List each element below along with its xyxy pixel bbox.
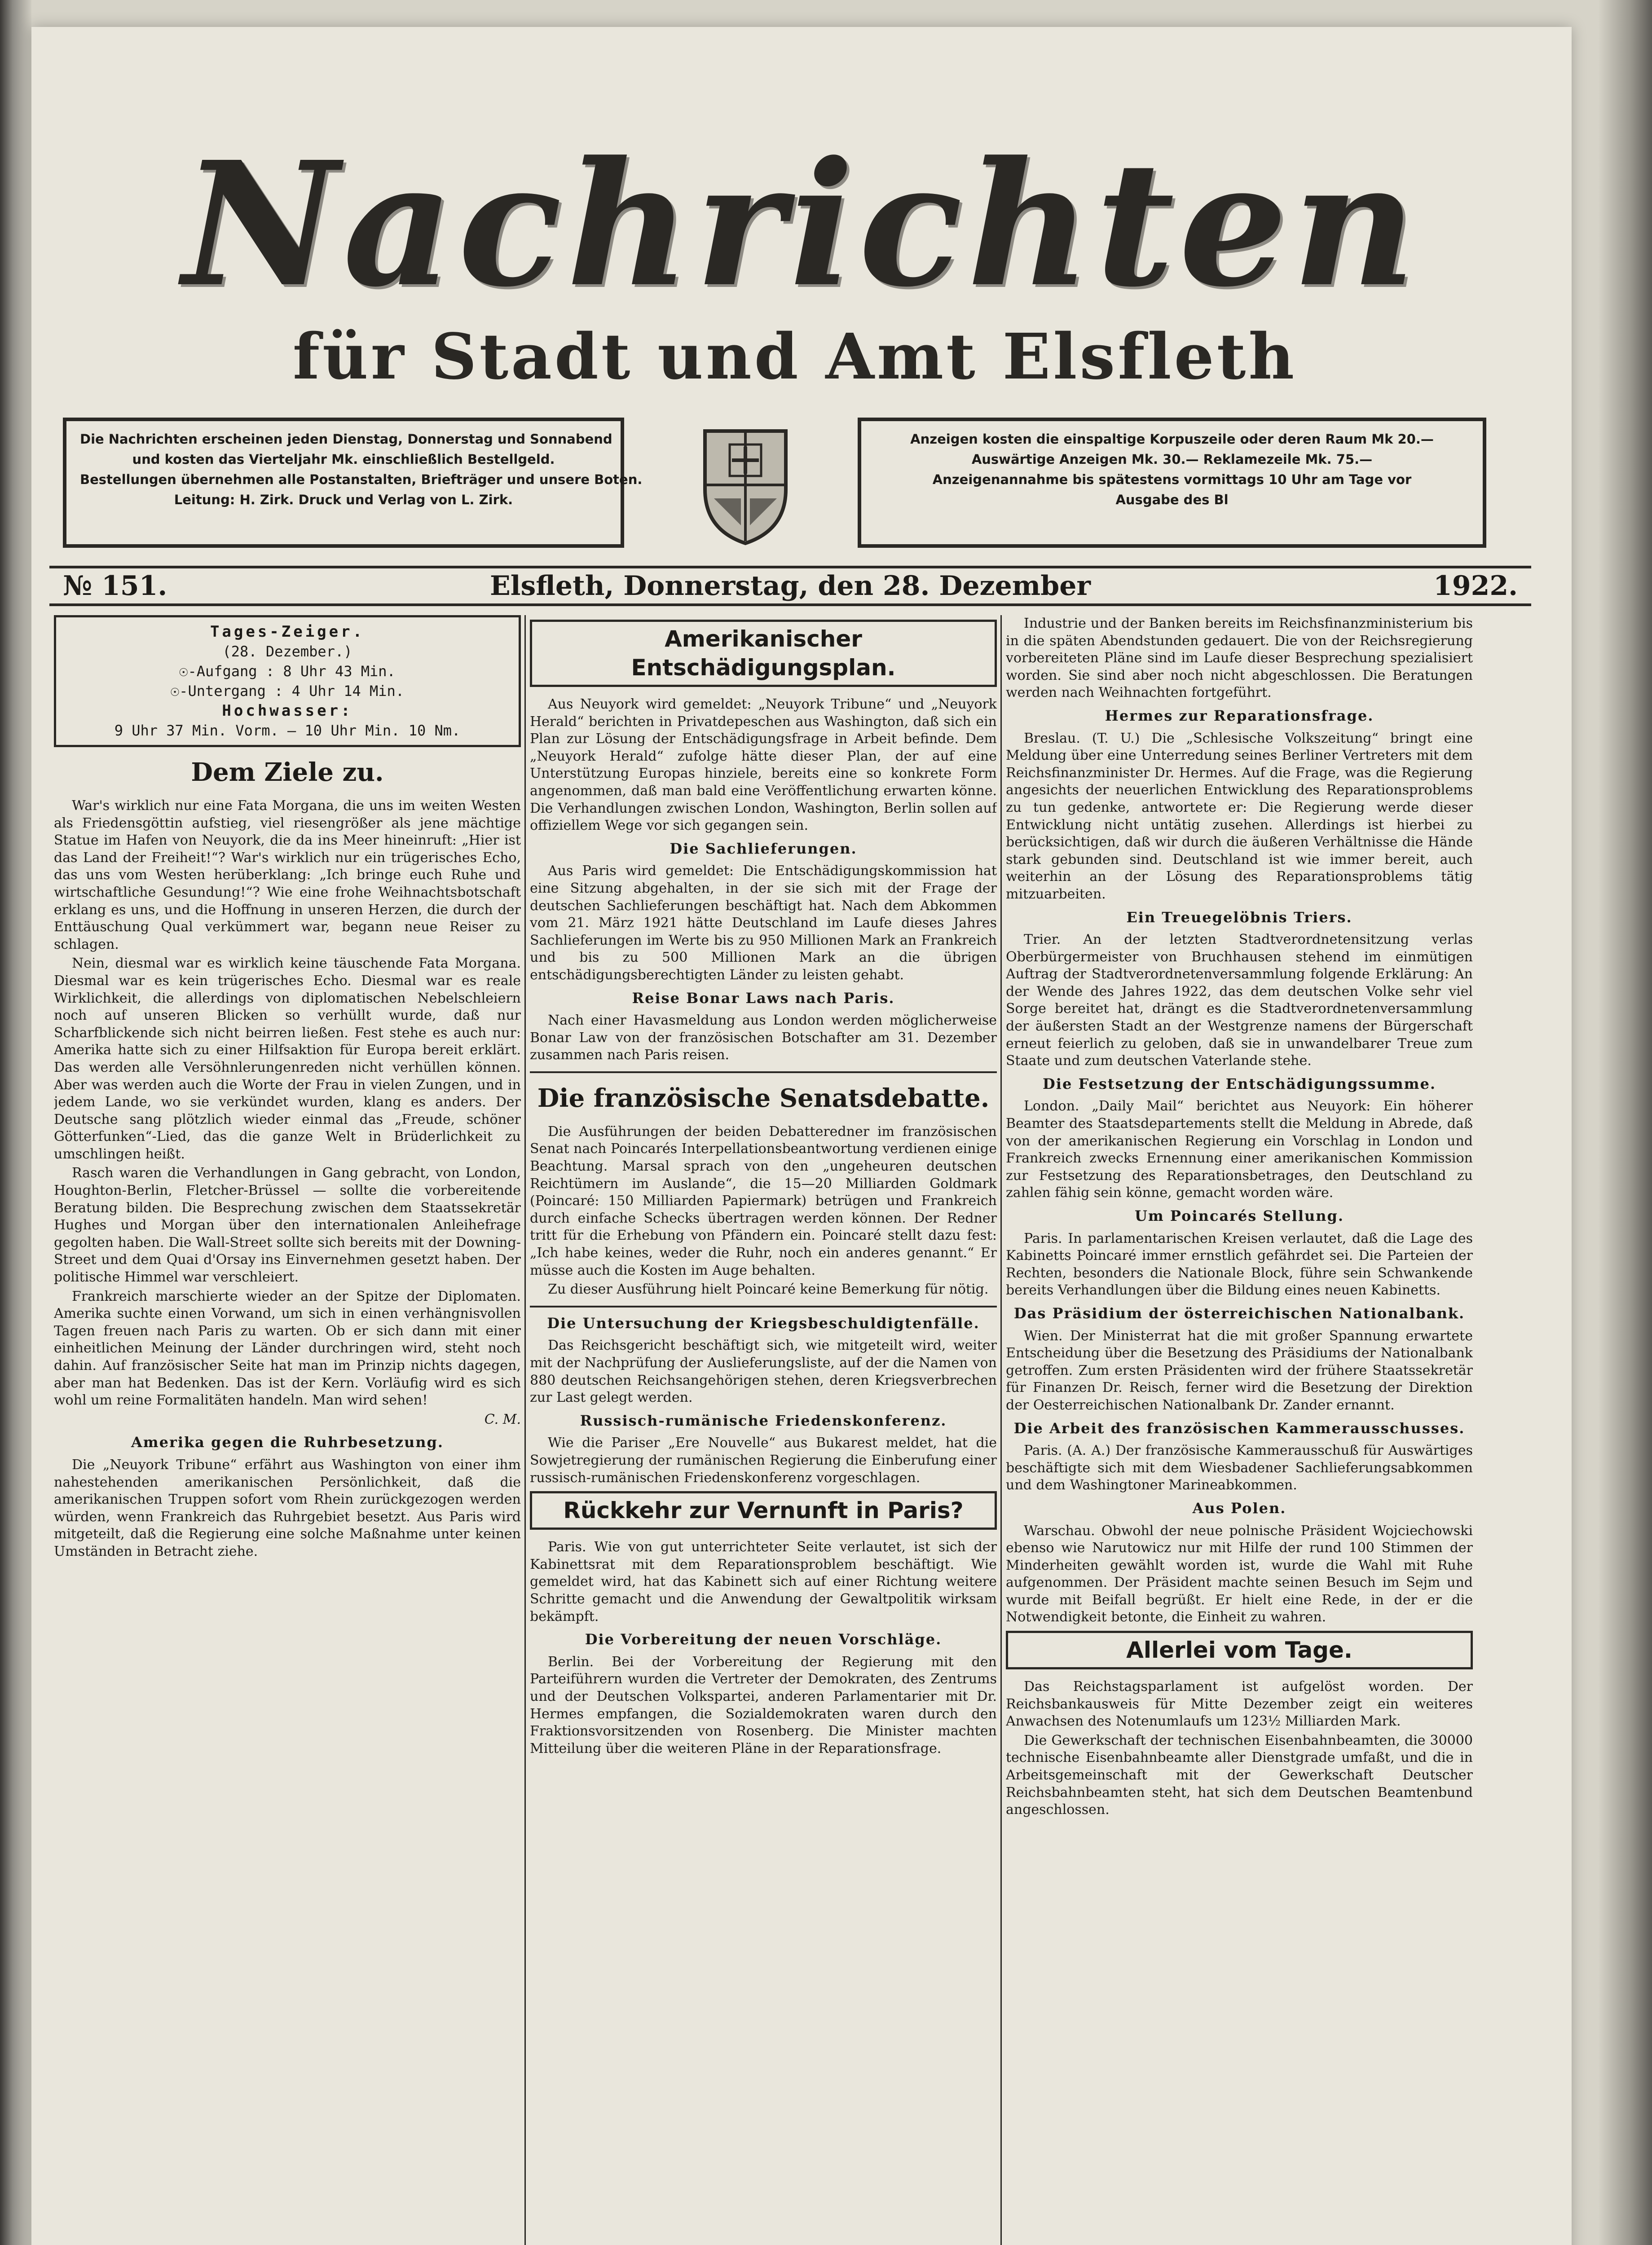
article-paragraph: Wien. Der Ministerrat hat die mit großer Spannung erwartete Entscheidung über die Besetzung des Präsidiums der Nationalbank getroffen. Zum ersten Präsidenten wird der frühere Staatssekretär für Finanzen Dr. Reisch, ferner wird die Besetzung der Direktion der Oesterreichischen Nationalbank Dr. Zander ernannt. — [1006, 1328, 1473, 1413]
info-right-line-4: Ausgabe des Bl — [1115, 492, 1229, 507]
scan-edge-left — [0, 0, 31, 2245]
article-heading: Dem Ziele zu. — [191, 757, 384, 787]
sunrise-time: ☉-Aufgang : 8 Uhr 43 Min. — [179, 663, 396, 680]
article-paragraph: Nein, diesmal war es wirklich keine täuschende Fata Morgana. Diesmal war es kein trügerisches Echo. Diesmal war es reale Wirklichkeit, die allerdings von diplomatischen Nebelschleiern noch auf unseren Blicken so verhüllt wurde, daß nur Scharfblickende sich nicht beirren ließen. Fest stehe es auch nur: Amerika hatte sich zu einer Hilfsaktion für Europa bereit erklärt. Das werden alle Versöhnlerungenreden nicht verhüllen können. Aber was werden auch die Worte der Frau in vielen Zungen, und in jedem Lande, wo sie verkündet wurden, klang es anders. Der Deutsche sang plötzlich wieder einmal das „Freude, schöner Götterfunken“-Lied, das die ganze Welt in Brüderlichkeit zu umschlingen heißt. — [54, 955, 521, 1162]
article-paragraph: Warschau. Obwohl der neue polnische Präsident Wojciechowski ebenso wie Narutowicz nur mit Hilfe der rund 100 Stimmen der Minderheiten gewählt worden ist, wurde die Wahl mit Ruhe aufgenommen. Der Präsident machte seinen Besuch im Sejm und wurde mit Beifall begrüßt. Er hielt eine Rede, in der er die Notwendigkeit betonte, die Einheit zu wahren. — [1006, 1523, 1473, 1625]
article-subheading: Die Untersuchung der Kriegsbeschuldigtenfälle. — [547, 1314, 980, 1332]
article-subheading: Die Vorbereitung der neuen Vorschläge. — [585, 1631, 942, 1648]
place-and-date: Elsfleth, Donnerstag, den 28. Dezember — [490, 570, 1091, 602]
column-3 — [1006, 615, 1473, 2245]
info-left-line-4: Leitung: H. Zirk. Druck und Verlag von L. Zirk. — [174, 492, 513, 507]
article-heading: Rückkehr zur Vernunft in Paris? — [530, 1491, 997, 1530]
article-paragraph: Aus Neuyork wird gemeldet: „Neuyork Tribune“ und „Neuyork Herald“ berichten in Privatdepeschen aus Washington, daß sich ein Plan zur Lösung der Entschädigungsfrage in Arbeit befinde. Dem „Neuyork Herald“ zufolge hätte dieser Plan, der auf eine Unterstützung Europas hinziele, bereits eine so konkrete Form angenommen, daß man bald eine Veröffentlichung erwarten könne. Die Verhandlungen zwischen London, Washington, Berlin sollen auf offiziellem Wege vor sich gegangen sein. — [530, 696, 997, 834]
info-right-line-3: Anzeigenannahme bis spätestens vormittags 10 Uhr am Tage vor — [932, 472, 1412, 487]
article-paragraph: Das Reichsgericht beschäftigt sich, wie mitgeteilt wird, weiter mit der Nachprüfung der Auslieferungsliste, auf der die Namen von 880 deutschen Reichsangehörigen stehen, deren Kriegsverbrechen zur Last gelegt werden. — [530, 1338, 997, 1406]
advertising-info-box — [858, 418, 1486, 548]
article-paragraph: Berlin. Bei der Vorbereitung der Regierung mit den Parteiführern wurden die Vertreter der Demokraten, des Zentrums und der Deutschen Volkspartei, anderen Parlamentarier mit Dr. Hermes empfangen, die Sozialdemokraten waren durch den Fraktionsvorsitzenden von Rosenberg. Die Minister machten Mitteilung über die weiteren Pläne in der Reparationsfrage. — [530, 1654, 997, 1756]
issue-number: № 151. — [63, 570, 167, 602]
info-left-line-1: Die Nachrichten erscheinen jeden Dienstag, Donnerstag und Sonnabend — [80, 431, 612, 447]
article-subheading: Aus Polen. — [1192, 1499, 1286, 1517]
info-left-line-2: und kosten das Vierteljahr Mk. einschließlich Bestellgeld. — [132, 452, 555, 467]
article-paragraph: Industrie und der Banken bereits im Reichsfinanzministerium bis in die späten Abendstunden gedauert. Die von der Reichsregierung vorbereiteten Pläne sind im Laufe dieser Besprechung spezialisiert worden. Sie sind aber noch nicht abgeschlossen. Die Beratungen werden nach Weihnachten fortgeführt. — [1006, 616, 1473, 701]
article-paragraph: Nach einer Havasmeldung aus London werden möglicherweise Bonar Law von der französischen Botschafter am 31. Dezember zusammen nach Paris reisen. — [530, 1012, 997, 1063]
article-paragraph: Rasch waren die Verhandlungen in Gang gebracht, von London, Houghton-Berlin, Fletcher-Brüssel — sollte die vorbereitende Beratung bilden. Die Besprechung zwischen dem Staatssekretär Hughes und Morgan über den internationalen Anleihefrage gegolten haben. Die Wall-Street sollte sich bereits mit der Downing-Street und dem Quai d'Orsay ins Einvernehmen gesetzt haben. Der politische Himmel war verschleiert. — [54, 1165, 521, 1285]
article-paragraph: Die Ausführungen der beiden Debatteredner im französischen Senat nach Poincarés Interpellationsbeantwortung verdienen einige Beachtung. Marsal sprach von den „ungeheuren deutschen Reichtümern im Auslande“, die 15—20 Milliarden Goldmark (Poincaré: 150 Milliarden Papiermark) betrügen und Frankreich durch einfache Schecks übertragen werden können. Der Redner tritt für die Erhebung von Pfändern ein. Poincaré stellt dazu fest: „Ich habe keines, weder die Ruhr, noch ein anderes genannt.“ Er müsse auch die Kosten im Auge behalten. — [530, 1123, 997, 1278]
article-paragraph: Das Reichstagsparlament ist aufgelöst worden. Der Reichsbankausweis für Mitte Dezember zeigt ein weiteres Anwachsen des Notenumlaufs um 123½ Milliarden Mark. — [1006, 1679, 1473, 1730]
article-paragraph: Zu dieser Ausführung hielt Poincaré keine Bemerkung für nötig. — [548, 1281, 989, 1298]
article-paragraph: Paris. In parlamentarischen Kreisen verlautet, daß die Lage des Kabinetts Poincaré immer ernstlich gefährdet sei. Die Parteien der Rechten, besonders die Nationale Block, führe sein Schwankende bereits Verhandlungen über die Bildung eines neuen Kabinetts. — [1006, 1230, 1473, 1299]
tide-times: 9 Uhr 37 Min. Vorm. — 10 Uhr Min. 10 Nm. — [114, 722, 461, 739]
article-paragraph: Breslau. (T. U.) Die „Schlesische Volkszeitung“ bringt eine Meldung über eine Unterredung seines Berliner Vertreters mit dem Reichsfinanzminister Dr. Hermes. Auf die Frage, was die Regierung angesichts der neuerlichen Entwicklung des Reparationsproblems zu tun gedenke, antwortete er: Die Regierung werde dieser Entwicklung nicht untätig zusehen. Allerdings ist hierbei zu berücksichtigen, daß wir durch die äußeren Verhältnisse die Hände stark gebunden sind. Deutschland ist wie immer bereit, auch weiterhin an der Lösung des Reparationsproblems tätig mitzuarbeiten. — [1006, 730, 1473, 902]
issue-year: 1922. — [1433, 570, 1518, 602]
article-paragraph: War's wirklich nur eine Fata Morgana, die uns im weiten Westen als Friedensgöttin aufstieg, viel riesengrößer als jene mächtige Statue im Hafen von Neuyork, die da ins Meer hineinruft: „Hier ist das Land der Freiheit!“? War's wirklich nur ein trügerisches Echo, das uns vom Westen herüberklang: „Ich bringe euch Ruhe und wirtschaftliche Gesundung!“? Wie eine frohe Weihnachtsbotschaft erklang es uns, und die Hoffnung in unseren Herzen, die durch der Enttäuschung Qual verkümmert war, begann neue Reiser zu schlagen. — [54, 798, 521, 952]
article-subheading: Um Poincarés Stellung. — [1134, 1207, 1344, 1224]
article-heading: Amerikanischer Entschädigungsplan. — [530, 620, 997, 687]
article-paragraph: Paris. (A. A.) Der französische Kammerausschuß für Auswärtiges beschäftigte sich mit dem Wiesbadener Sachlieferungsabkommen und dem Washingtoner Marineabkommen. — [1006, 1443, 1473, 1493]
article-paragraph: Die „Neuyork Tribune“ erfährt aus Washington von einer ihm nahestehenden amerikanischen Persönlichkeit, daß die amerikanischen Truppen sofort vom Rhein zurückgezogen werden würden, wenn Frankreich das Ruhrgebiet besetzt. Aus Paris wird mitgeteilt, daß die Regierung eine solche Maßnahme unter keinen Umständen in Betracht ziehe. — [54, 1457, 521, 1559]
masthead-subtitle: für Stadt und Amt Elsfleth — [292, 320, 1297, 394]
scan-edge-right — [1598, 0, 1652, 2245]
article-paragraph: Die Gewerkschaft der technischen Eisenbahnbeamten, die 30000 technische Eisenbahnbeamte aller Dienstgrade umfaßt, und die in Arbeitsgemeinschaft mit der Gewerkschaft Deutscher Reichsbahnbeamten steht, hat sich dem Deutschen Beamtenbund angeschlossen. — [1006, 1732, 1473, 1818]
article-heading: Allerlei vom Tage. — [1006, 1631, 1473, 1669]
subscription-info-box — [63, 418, 643, 548]
article-paragraph: Paris. Wie von gut unterrichteter Seite verlautet, ist sich der Kabinettsrat mit dem Reparationsproblem beschäftigt. Wie gemeldet wird, hat das Kabinett sich auf einer Richtung weitere Schritte gemacht und die Anwendung der Gewaltpolitik wirksam bekämpft. — [530, 1539, 997, 1624]
newspaper-page — [31, 27, 1572, 2245]
article-subheading: Das Präsidium der österreichischen Nationalbank. — [1013, 1304, 1465, 1322]
tages-zeiger-title: Tages-Zeiger. — [210, 623, 365, 641]
section-divider — [530, 1071, 997, 1073]
article-heading: Die französische Senatsdebatte. — [537, 1083, 990, 1113]
sunset-time: ☉-Untergang : 4 Uhr 14 Min. — [170, 682, 405, 700]
article-paragraph: Trier. An der letzten Stadtverordnetensitzung verlas Oberbürgermeister von Bruchhausen stehend im einmütigen Auftrag der Stadtverordnetenversammlung folgende Erklärung: An der Wende des Jahres 1922, das dem deutschen Volke sehr viel Sorge bereitet hat, drängt es die Stadtverordnetenversammlung der äußersten Stadt an der Westgrenze namens der Bürgerschaft erneut feierlich zu geloben, daß sie in unwandelbarer Treue zum Staate und zum deutschen Vaterlande stehe. — [1006, 932, 1473, 1069]
column-1 — [54, 615, 521, 2245]
article-subheading: Reise Bonar Laws nach Paris. — [632, 989, 895, 1007]
section-divider — [530, 1306, 997, 1307]
article-paragraph: London. „Daily Mail“ berichtet aus Neuyork: Ein höherer Beamter des Staatsdepartements stellt die Meldung in Abrede, daß von der amerikanischen Regierung ein Vorschlag in London und Frankreich zwecks Ernennung einer amerikanischen Kommission zur Festsetzung des Reparationsbetrages, den Deutschland zu zahlen fähig sein könne, gemacht worden wäre. — [1006, 1098, 1473, 1201]
column-2 — [530, 615, 997, 2245]
info-right-line-2: Auswärtige Anzeigen Mk. 30.— Reklamezeile Mk. 75.— — [971, 452, 1373, 467]
article-paragraph: Aus Paris wird gemeldet: Die Entschädigungskommission hat eine Sitzung abgehalten, in der sie sich mit der Frage der deutschen Sachlieferungen beschäftigt hat. Nach dem Abkommen vom 21. März 1921 hätte Deutschland im Laufe dieses Jahres Sachlieferungen im Werte bis zu 950 Millionen Mark an Frankreich und bis zu 500 Millionen Mark an die übrigen entschädigungsberechtigten Länder zu leisten gehabt. — [530, 863, 997, 983]
column-rule — [1000, 615, 1002, 2245]
article-paragraph: Wie die Pariser „Ere Nouvelle“ aus Bukarest meldet, hat die Sowjetregierung der rumänischen Regierung die Einberufung einer russisch-rumänischen Friedenskonferenz vorgeschlagen. — [530, 1435, 997, 1486]
dateline — [49, 566, 1531, 606]
column-rule — [524, 615, 526, 2245]
article-subheading: Die Arbeit des französischen Kammerausschusses. — [1013, 1419, 1465, 1437]
article-subheading: Die Sachlieferungen. — [670, 840, 857, 857]
info-left-line-3: Bestellungen übernehmen alle Postanstalten, Briefträger und unsere Boten. — [80, 472, 643, 487]
article-subheading: Amerika gegen die Ruhrbesetzung. — [131, 1434, 444, 1451]
info-right-line-1: Anzeigen kosten die einspaltige Korpuszeile oder deren Raum Mk 20.— — [910, 431, 1434, 447]
masthead-title: Nachrichten — [182, 124, 1421, 325]
article-subheading: Die Festsetzung der Entschädigungssumme. — [1043, 1075, 1436, 1092]
tages-zeiger-date: (28. Dezember.) — [222, 643, 352, 660]
article-subheading: Russisch-rumänische Friedenskonferenz. — [580, 1412, 947, 1429]
article-subheading: Hermes zur Reparationsfrage. — [1105, 707, 1374, 724]
coat-of-arms-icon — [696, 422, 795, 548]
tide-title: Hochwasser: — [222, 702, 353, 720]
article-subheading: Ein Treuegelöbnis Triers. — [1126, 908, 1352, 926]
article-signature: C. M. — [484, 1411, 521, 1427]
tages-zeiger-box — [54, 615, 521, 747]
article-paragraph: Frankreich marschierte wieder an der Spitze der Diplomaten. Amerika suchte einen Vorwand, um sich in einen verhängnisvollen Tagen freuen nach Paris zu warten. Ob er sich dann mit einer einheitlichen Meinung der Länder durchringen wird, steht noch dahin. Auf französischer Seite hat man im Prinzip nichts dagegen, aber man hat Bedenken. Das ist der Kern. Vorläufig wird es sich wohl um reine Formalitäten handeln. Man wird sehen! — [54, 1288, 521, 1409]
